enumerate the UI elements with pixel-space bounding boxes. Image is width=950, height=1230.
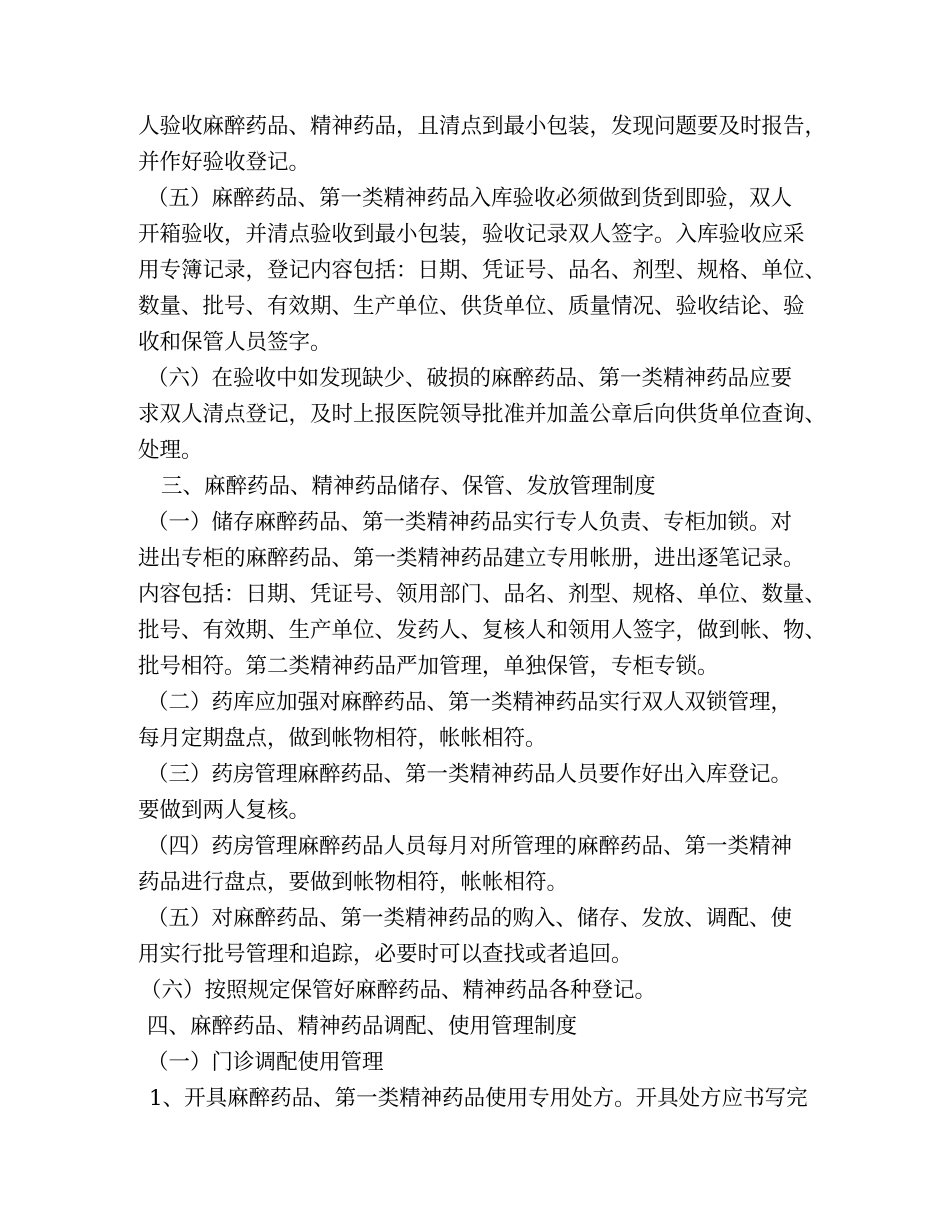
text-line: （六）按照规定保管好麻醉药品、精神药品各种登记。 (140, 978, 657, 1003)
subsection-heading: （一）门诊调配使用管理 (147, 1050, 384, 1075)
text-line: 用专簿记录，登记内容包括：日期、凭证号、品名、剂型、规格、单位、 (138, 258, 827, 283)
text-line: （三）药房管理麻醉药品、第一类精神药品人员要作好出入库登记。 (147, 762, 793, 787)
text-line: 1、开具麻醉药品、第一类精神药品使用专用处方。开具处方应书写完 (149, 1086, 808, 1111)
text-line: 人验收麻醉药品、精神药品，且清点到最小包装，发现问题要及时报告， (138, 114, 827, 139)
text-line: 内容包括：日期、凭证号、领用部门、品名、剂型、规格、单位、数量、 (138, 582, 827, 607)
text-line: 数量、批号、有效期、生产单位、供货单位、质量情况、验收结论、验 (138, 294, 805, 319)
text-line: 处理。 (138, 438, 203, 463)
text-line: （六）在验收中如发现缺少、破损的麻醉药品、第一类精神药品应要 (147, 366, 793, 391)
text-line: （四）药房管理麻醉药品人员每月对所管理的麻醉药品、第一类精神 (147, 834, 793, 859)
section-heading: 三、麻醉药品、精神药品储存、保管、发放管理制度 (161, 474, 656, 499)
text-line: 收和保管人员签字。 (138, 330, 332, 355)
text-line: （二）药库应加强对麻醉药品、第一类精神药品实行双人双锁管理， (147, 690, 793, 715)
text-line: （五）对麻醉药品、第一类精神药品的购入、储存、发放、调配、使 (147, 906, 793, 931)
text-line: 求双人清点登记，及时上报医院领导批准并加盖公章后向供货单位查询、 (138, 402, 827, 427)
text-line: 每月定期盘点，做到帐物相符，帐帐相符。 (138, 726, 547, 751)
text-line: （五）麻醉药品、第一类精神药品入库验收必须做到货到即验，双人 (147, 186, 793, 211)
text-line: 用实行批号管理和追踪，必要时可以查找或者追回。 (138, 942, 633, 967)
text-line: 批号、有效期、生产单位、发药人、复核人和领用人签字，做到帐、物、 (138, 618, 827, 643)
text-line: 药品进行盘点，要做到帐物相符，帐帐相符。 (138, 870, 569, 895)
section-heading: 四、麻醉药品、精神药品调配、使用管理制度 (147, 1014, 578, 1039)
text-line: （一）储存麻醉药品、第一类精神药品实行专人负责、专柜加锁。对 (147, 510, 793, 535)
text-line: 并作好验收登记。 (138, 150, 311, 175)
text-line: 要做到两人复核。 (138, 798, 311, 823)
text-line: 进出专柜的麻醉药品、第一类精神药品建立专用帐册，进出逐笔记录。 (138, 546, 805, 571)
text-line: 批号相符。第二类精神药品严加管理，单独保管，专柜专锁。 (138, 654, 719, 679)
text-line: 开箱验收，并清点验收到最小包装，验收记录双人签字。入库验收应采 (138, 222, 805, 247)
